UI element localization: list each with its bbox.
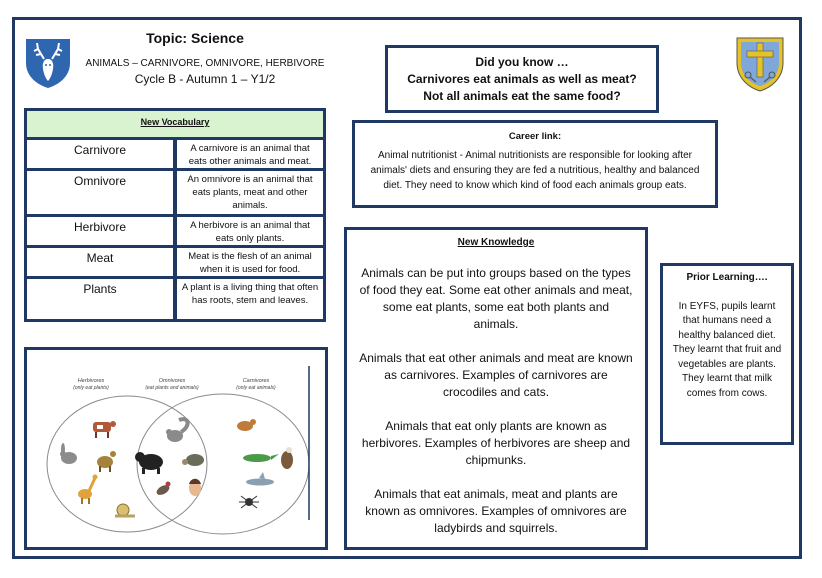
- knowledge-paragraph: Animals that eat only plants are known as herbivores. Examples of herbivores are sheep and chipmunks.: [361, 419, 631, 467]
- career-link-heading: Career link:: [508, 131, 562, 142]
- vocab-definition: A carnivore is an animal that eats other animals and meat.: [177, 140, 323, 168]
- herbivores-label: Herbivores: [77, 378, 105, 384]
- vocab-row-herbivore: [27, 217, 323, 245]
- carnivores-sublabel: (only eat animals): [236, 385, 276, 391]
- cow-icon: [93, 421, 116, 438]
- vocab-definition: A herbivore is an animal that eats only plants.: [177, 217, 323, 245]
- bird-icon: [155, 482, 171, 497]
- giraffe-icon: [78, 475, 98, 505]
- knowledge-paragraph: Animals that eat animals, meat and plants are known as omnivores. Examples of omnivores are ladybirds and squirrels.: [365, 487, 627, 535]
- goat-icon: [97, 451, 116, 472]
- did-you-know-box: [385, 45, 659, 113]
- vocab-definition: A plant is a living thing that often has roots, stem and leaves.: [177, 279, 323, 319]
- vocab-definition: Meat is the flesh of an animal when it is used for food.: [177, 248, 323, 276]
- crocodile-icon: [243, 454, 279, 462]
- topic-subtitle: ANIMALS – CARNIVORE, OMNIVORE, HERBIVORE: [85, 58, 325, 69]
- cross-crest-logo: [734, 35, 786, 93]
- spider-icon: [239, 496, 259, 508]
- new-knowledge-heading: New Knowledge: [457, 237, 535, 248]
- snail-icon: [115, 504, 135, 516]
- stag-crest-logo: [24, 37, 72, 89]
- cat-icon: [237, 419, 256, 431]
- vocab-term: Meat: [27, 248, 173, 276]
- omnivores-sublabel: (eat plants and animals): [145, 385, 199, 391]
- vocab-term: Omnivore: [27, 171, 173, 214]
- knowledge-paragraph: Animals can be put into groups based on the types of food they eat. Some eat other animals and meat, some eat plants, some eat both plants and animals.: [359, 266, 633, 331]
- did-you-know-fact-1: Carnivores eat animals as well as meat?: [407, 72, 637, 86]
- carnivores-label: Carnivores: [242, 378, 270, 384]
- rabbit-icon: [60, 443, 77, 464]
- career-link-text: Animal nutritionist - Animal nutritionists are responsible for looking after animals' diets and ensuring they are fed a nutritious, healthy and balanced diet. They need to know which kind of food each animals group eats.: [370, 150, 700, 191]
- venn-diagram-box: [24, 347, 328, 550]
- vocab-term: Plants: [27, 279, 173, 319]
- herbivores-sublabel: (only eat plants): [73, 385, 109, 391]
- vocab-definition: An omnivore is an animal that eats plants, meat and other animals.: [177, 171, 323, 214]
- topic-title: Topic: Science: [146, 30, 244, 46]
- vocabulary-heading: New Vocabulary: [27, 111, 323, 137]
- vocabulary-table: [24, 108, 326, 322]
- eagle-icon: [281, 447, 293, 469]
- career-link-box: [352, 120, 718, 208]
- cycle-label: Cycle B - Autumn 1 – Y1/2: [134, 72, 276, 86]
- hedgehog-icon: [182, 454, 204, 466]
- did-you-know-fact-2: Not all animals eat the same food?: [423, 89, 621, 103]
- vocab-term: Carnivore: [27, 140, 173, 168]
- prior-learning-box: [660, 263, 794, 445]
- vocab-row-meat: [27, 248, 323, 276]
- vocab-row-plants: [27, 279, 323, 319]
- new-knowledge-box: [344, 227, 648, 550]
- vocab-term: Herbivore: [27, 217, 173, 245]
- bear-icon: [135, 452, 163, 474]
- prior-learning-heading: Prior Learning….: [686, 272, 768, 283]
- vocab-row-carnivore: [27, 140, 323, 168]
- knowledge-paragraph: Animals that eat other animals and meat are known as carnivores. Examples of carnivores are crocodiles and cats.: [359, 351, 633, 399]
- omnivores-label: Omnivores: [158, 378, 186, 384]
- did-you-know-heading: Did you know …: [475, 55, 569, 69]
- venn-diagram: [27, 350, 325, 547]
- vocab-row-omnivore: [27, 171, 323, 214]
- prior-learning-text: In EYFS, pupils learnt that humans need a healthy balanced diet. They learnt that fruit and vegetables are plants. They learnt that milk comes from cows.: [672, 300, 782, 399]
- human-face-icon: [189, 479, 201, 496]
- shark-icon: [246, 472, 274, 486]
- squirrel-icon: [166, 419, 188, 442]
